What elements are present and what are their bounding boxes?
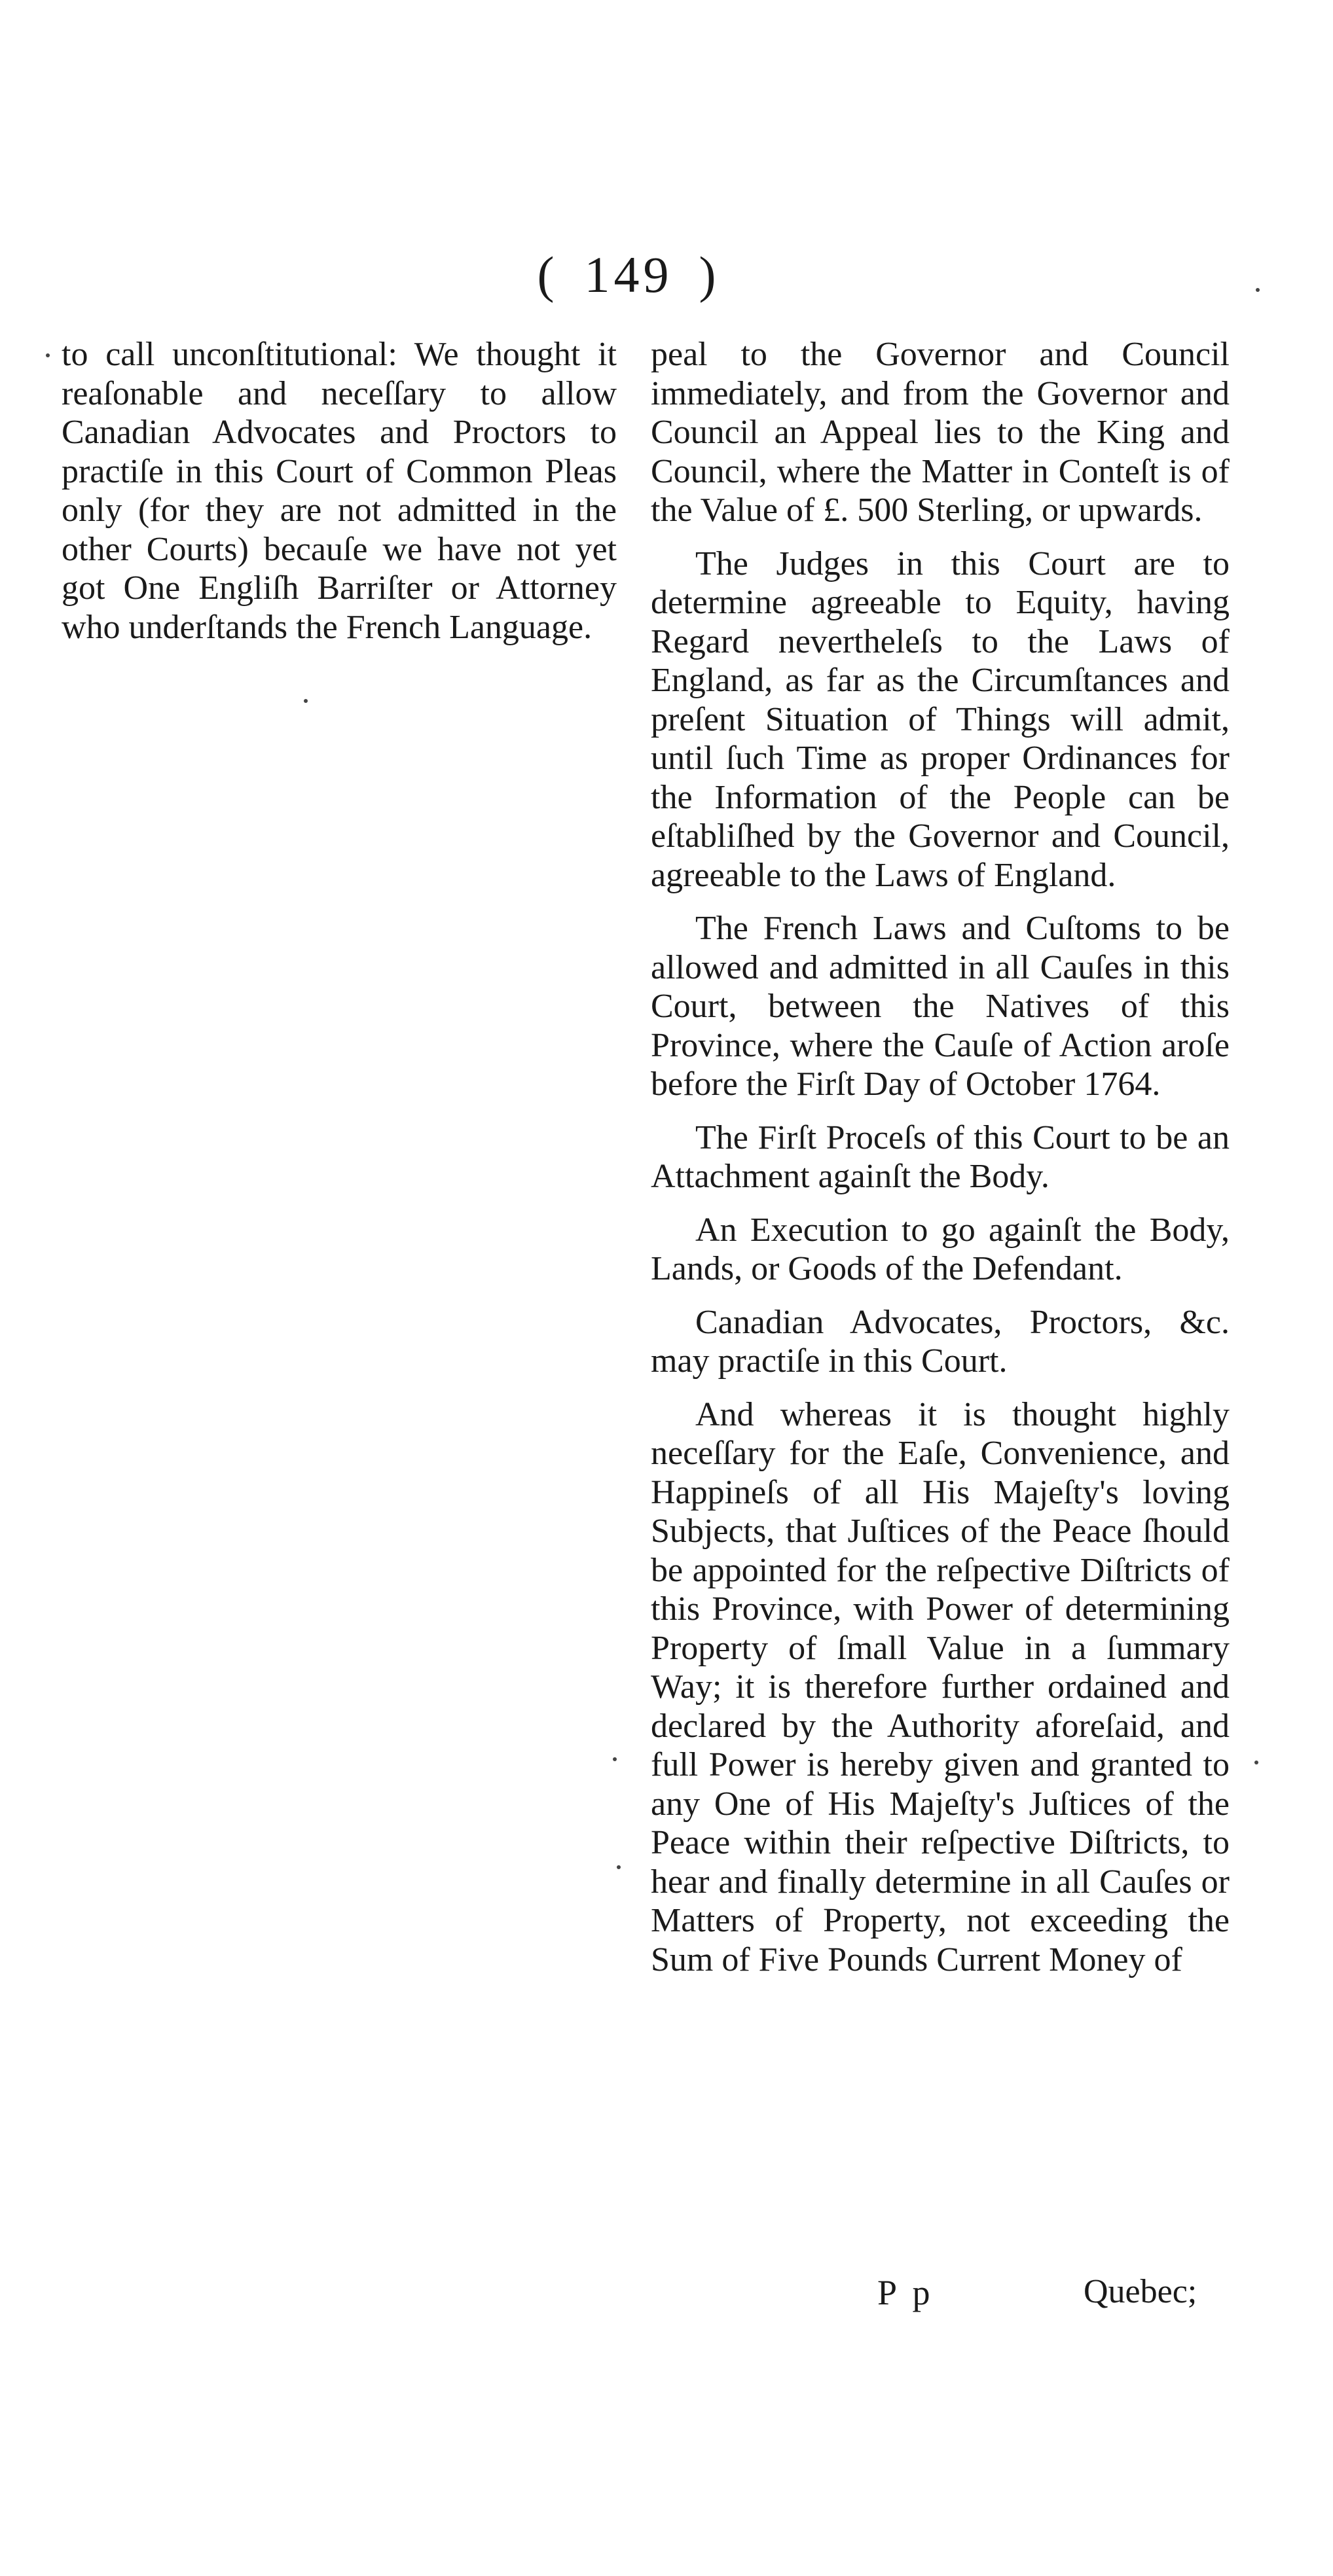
ink-speck (1254, 1761, 1258, 1764)
right-paragraph-continuation: peal to the Governor and Council immediately, and from the Governor and Council an Appeal lies to the King and Council, where the Matter in Conteſt is of the Value of £. 500 Sterling, or upwards. (651, 336, 1230, 529)
ink-speck (613, 1757, 617, 1761)
header-close-paren: ) (699, 246, 720, 303)
right-paragraph-first-process: The Firſt Proceſs of this Court to be an Attachment againſt the Body. (651, 1118, 1230, 1195)
catchword: Quebec; (1084, 2273, 1197, 2310)
left-paragraph: to call unconſtitutional: We thought it reaſonable and neceſſary to allow Canadian Advocates and Proctors to practiſe in this Court of Common Pleas only (for they are not admitted in the other Courts) becauſe we have not yet got One Engliſh Barriſter or Attorney who underſtands the French Language. (62, 336, 617, 646)
ink-speck (304, 699, 308, 703)
right-column (651, 335, 1230, 1994)
signature-mark: P p (877, 2273, 934, 2312)
page-header (498, 245, 759, 304)
left-column (62, 335, 617, 661)
right-paragraph-french-laws: The French Laws and Cuſtoms to be allowed and admitted in all Cauſes in this Court, between the Natives of this Province, where the Cauſe of Action aroſe before the Firſt Day of October 1764. (651, 910, 1230, 1103)
right-paragraph-advocates: Canadian Advocates, Proctors, &c. may practiſe in this Court. (651, 1303, 1230, 1380)
ink-speck (1256, 288, 1260, 292)
ink-speck (617, 1865, 621, 1869)
right-paragraph-justices: And whereas it is thought highly neceſſary for the Eaſe, Convenience, and Happineſs of all His Majeſty's loving Subjects, that Juſtices of the Peace ſhould be appointed for the reſpective Diſtricts of this Province, with Power of determining Property of ſmall Value in a ſummary Way; it is therefore further ordained and declared by the Authority aforeſaid, and full Power is hereby given and granted to any One of His Majeſty's Juſtices of the Peace within their reſpective Diſtricts, to hear and finally determine in all Cauſes or Matters of Property, not exceeding the Sum of Five Pounds Current Money of (651, 1395, 1230, 1978)
ink-speck (46, 353, 50, 357)
right-paragraph-judges: The Judges in this Court are to determine agreeable to Equity, having Regard nevertheleſs to the Laws of England, as far as the Circumſtances and preſent Situation of Things will admit, until ſuch Time as proper Ordinances for the Information of the People can be eſtabliſhed by the Governor and Council, agreeable to the Laws of England. (651, 545, 1230, 894)
right-paragraph-execution: An Execution to go againſt the Body, Lands, or Goods of the Defendant. (651, 1211, 1230, 1287)
header-open-paren: ( (537, 246, 558, 303)
page-number: 149 (584, 246, 673, 303)
